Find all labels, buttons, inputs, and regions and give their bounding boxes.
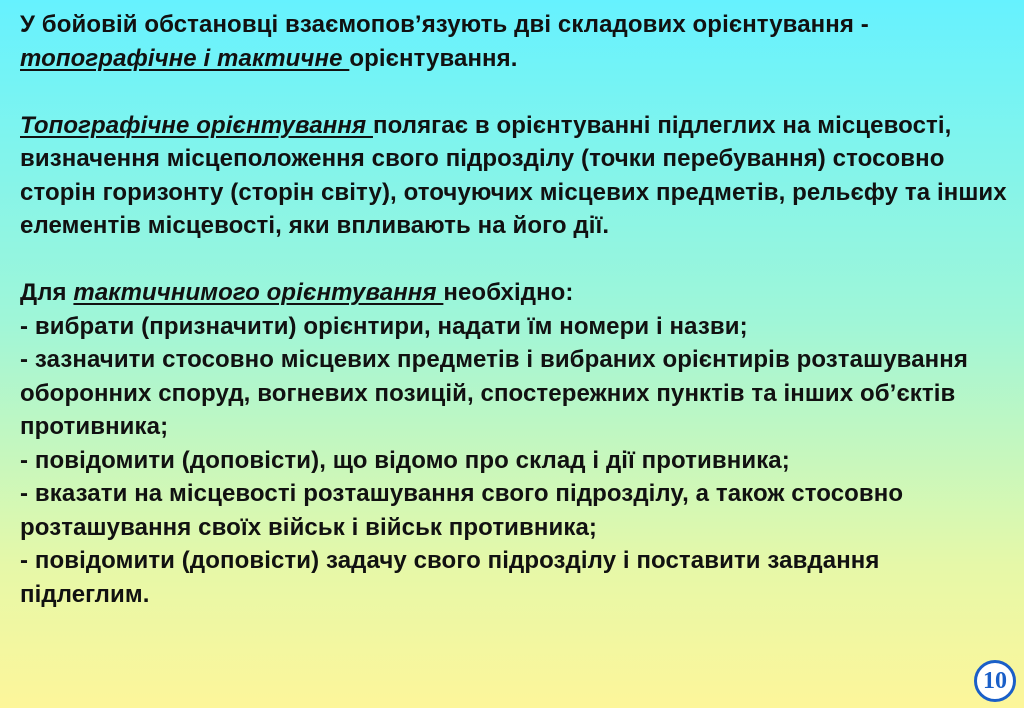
intro-lead: У бойовій обстановці взаємопов’язують дві складових орієнтування - <box>20 11 869 38</box>
list-item: - повідомити (доповісти), що відомо про склад і дії противника; <box>20 446 790 474</box>
page-number-badge <box>974 660 1016 702</box>
intro-paragraph <box>20 8 1010 75</box>
topographic-term: Топографічне орієнтування <box>20 111 373 139</box>
list-item: - вказати на місцевості розташування свого підрозділу, а також стосовно розташування своїх військ і військ противника; <box>20 480 904 541</box>
tactical-tail: необхідно: <box>443 279 574 306</box>
slide-body <box>20 8 1010 611</box>
tactical-term: тактичнимого орієнтування <box>73 279 444 306</box>
intro-tail: орієнтування. <box>349 44 518 72</box>
tactical-lead: Для <box>20 279 74 306</box>
topographic-text: полягає в орієнтуванні підлеглих на місцевості, визначення місцеположення свого підрозділу (точки перебування) стосовно сторін горизонту (сторін світу), оточуючих місцевих предметів, рельєфу та інших елементів місцевості, яки впливають на його дії. <box>20 111 1007 239</box>
spacer <box>20 75 1010 109</box>
list-item: - повідомити (доповісти) задачу свого підрозділу і поставити завдання підлеглим. <box>20 547 880 608</box>
spacer <box>20 243 1010 277</box>
intro-term: топографічне і тактичне <box>20 44 350 72</box>
topographic-paragraph <box>20 109 1010 243</box>
page-number: 10 <box>983 668 1007 694</box>
list-item: - вибрати (призначити) орієнтири, надати їм номери і назви; <box>20 312 748 340</box>
list-item: - зазначити стосовно місцевих предметів і вибраних орієнтирів розташування оборонних споруд, вогневих позицій, спостережних пунктів та інших об’єктів противника; <box>20 346 968 440</box>
tactical-heading <box>20 276 1010 310</box>
